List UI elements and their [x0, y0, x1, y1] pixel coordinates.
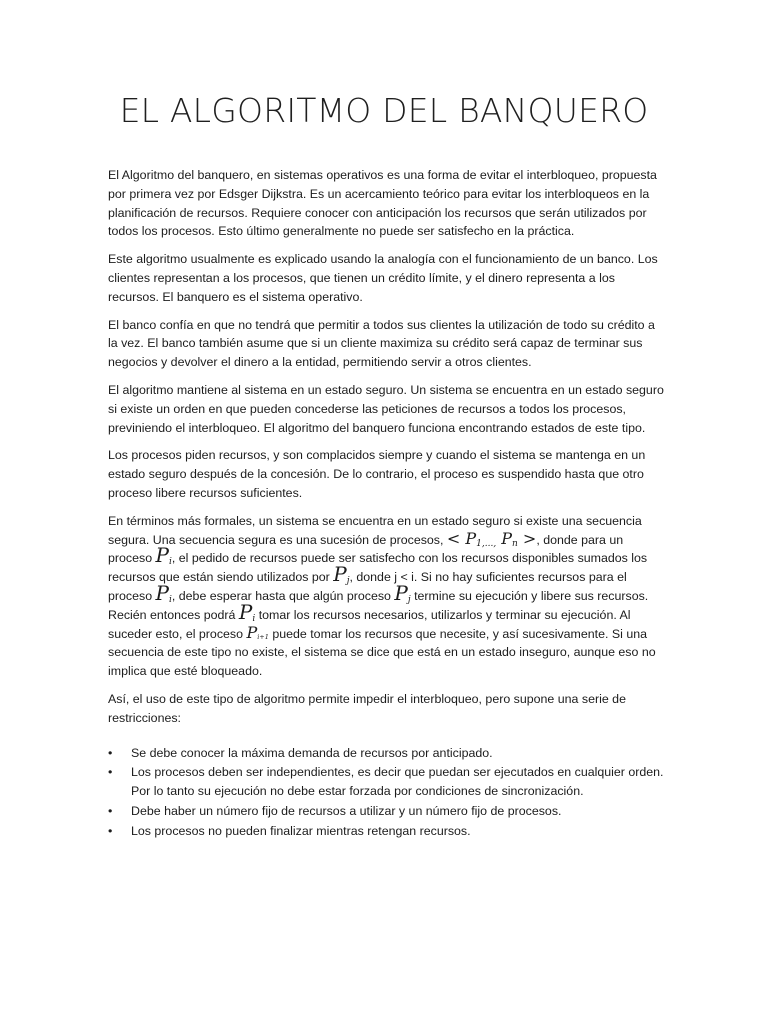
paragraph-safe-state: El algoritmo mantiene al sistema en un estado seguro. Un sistema se encuentra en un estado seguro si existe un orden en que pueden concederse las peticiones de recursos a todos los procesos, previniendo el interbloqueo. El algoritmo del banquero funciona encontrando estados de este tipo. — [108, 382, 664, 435]
paragraph-formal — [108, 512, 664, 681]
formal-text-4: , donde j < i. Si no hay suficientes recursos para el proceso — [108, 570, 627, 603]
pi1-sub: i+1 — [257, 632, 269, 641]
formal-text-8: puede tomar los recursos que necesite, y así sucesivamente. Si una secuencia de este tipo no existe, el sistema se dice que está en un estado inseguro, aunque eso no implica que esté bloqueado. — [108, 626, 656, 679]
paragraph-bank: El banco confía en que no tendrá que permitir a todos sus clientes la utilización de todo su crédito a la vez. El banco también asume que si un cliente maximiza su crédito será capaz de terminar sus negocios y devolver el dinero a la entidad, permitiendo servir a otros clientes. — [108, 317, 655, 370]
document-body — [108, 166, 664, 842]
formula-pj-a — [333, 562, 349, 586]
pi-c-sub: i — [252, 613, 256, 624]
pj-b-sub: j — [407, 594, 411, 605]
bullet-icon: • — [108, 803, 113, 818]
formal-text-1: En términos más formales, un sistema se encuentra en un estado seguro si existe una secuencia segura. Una secuencia segura es una sucesión de procesos, — [108, 513, 642, 547]
list-item-text: Debe haber un número fijo de recursos a utilizar y un número fijo de procesos. — [131, 803, 562, 818]
pi1-letter: P — [246, 622, 258, 642]
paragraph-intro: El Algoritmo del banquero, en sistemas operativos es una forma de evitar el interbloqueo, propuesta por primera vez por Edsger Dijkstra. Es un acercamiento teórico para evitar los interbloqueos en la planificación de recursos. Requiere conocer con anticipación los recursos que serán utilizados por todos los procesos. Esto último generalmente no puede ser satisfecho en la práctica. — [108, 168, 657, 239]
restrictions-list — [108, 744, 664, 841]
formal-text-6: termine su ejecución y libere sus recursos. Recién entonces podrá — [108, 588, 649, 622]
formal-text-2: , donde para un proceso — [108, 532, 624, 566]
pi-b-sub: i — [169, 594, 172, 605]
bullet-icon: • — [108, 765, 113, 780]
formula-pj-b — [394, 581, 410, 605]
list-item-text: Los procesos no pueden finalizar mientras retengan recursos. — [131, 823, 471, 838]
pj-a-letter: P — [333, 562, 347, 587]
seq-sub-1: 1,..., — [476, 538, 497, 549]
bullet-icon: • — [108, 745, 113, 760]
formula-pi-c — [239, 600, 255, 624]
list-item — [108, 822, 664, 841]
pi-a-letter: P — [155, 543, 169, 568]
list-item — [108, 744, 664, 763]
formula-pi-plus-1 — [246, 623, 268, 642]
sequence-formula — [447, 529, 536, 548]
paragraph-requests: Los procesos piden recursos, y son complacidos siempre y cuando el sistema se mantenga en un estado seguro después de la concesión. De lo contrario, el proceso es suspendido hasta que otro proceso libere recursos suficientes. — [108, 448, 646, 500]
seq-pn: P — [496, 528, 513, 548]
paragraph-analogy: Este algoritmo usualmente es explicado usando la analogía con el funcionamiento de un banco. Los clientes representan a los procesos, que tienen un crédito límite, y el dinero representa a los recursos. El banquero es el sistema operativo. — [108, 252, 658, 304]
list-item-text: Se debe conocer la máxima demanda de recursos por anticipado. — [131, 745, 493, 760]
list-item — [108, 763, 664, 801]
bullet-icon: • — [108, 823, 113, 838]
formal-text-3: , el pedido de recursos puede ser satisfecho con los recursos disponibles sumados los recursos que están siendo utilizados por — [108, 551, 648, 585]
seq-open: < P — [446, 528, 477, 548]
seq-close: > — [517, 528, 537, 548]
pj-b-letter: P — [394, 580, 408, 605]
list-item — [108, 802, 664, 821]
formula-pi-a — [156, 543, 172, 567]
seq-sub-n: n — [512, 538, 518, 549]
list-item-text: Los procesos deben ser independientes, es decir que puedan ser ejecutados en cualquier orden. Por lo tanto su ejecución no debe estar forzada por condiciones de sincronización. — [131, 765, 664, 799]
pi-a-sub: i — [169, 557, 172, 568]
formal-text-7: tomar los recursos necesarios, utilizarlos y terminar su ejecución. Al suceder esto, el proceso — [108, 607, 631, 641]
formula-pi-b — [156, 581, 172, 605]
pj-a-sub: j — [346, 576, 350, 587]
pi-c-letter: P — [238, 599, 253, 624]
document-title: EL ALGORITMO DEL BANQUERO — [119, 91, 649, 130]
formal-text-5: , debe esperar hasta que algún proceso — [171, 588, 395, 603]
paragraph-restrictions: Así, el uso de este tipo de algoritmo permite impedir el interbloqueo, pero supone una serie de restricciones: — [108, 691, 626, 725]
pi-b-letter: P — [155, 580, 169, 605]
